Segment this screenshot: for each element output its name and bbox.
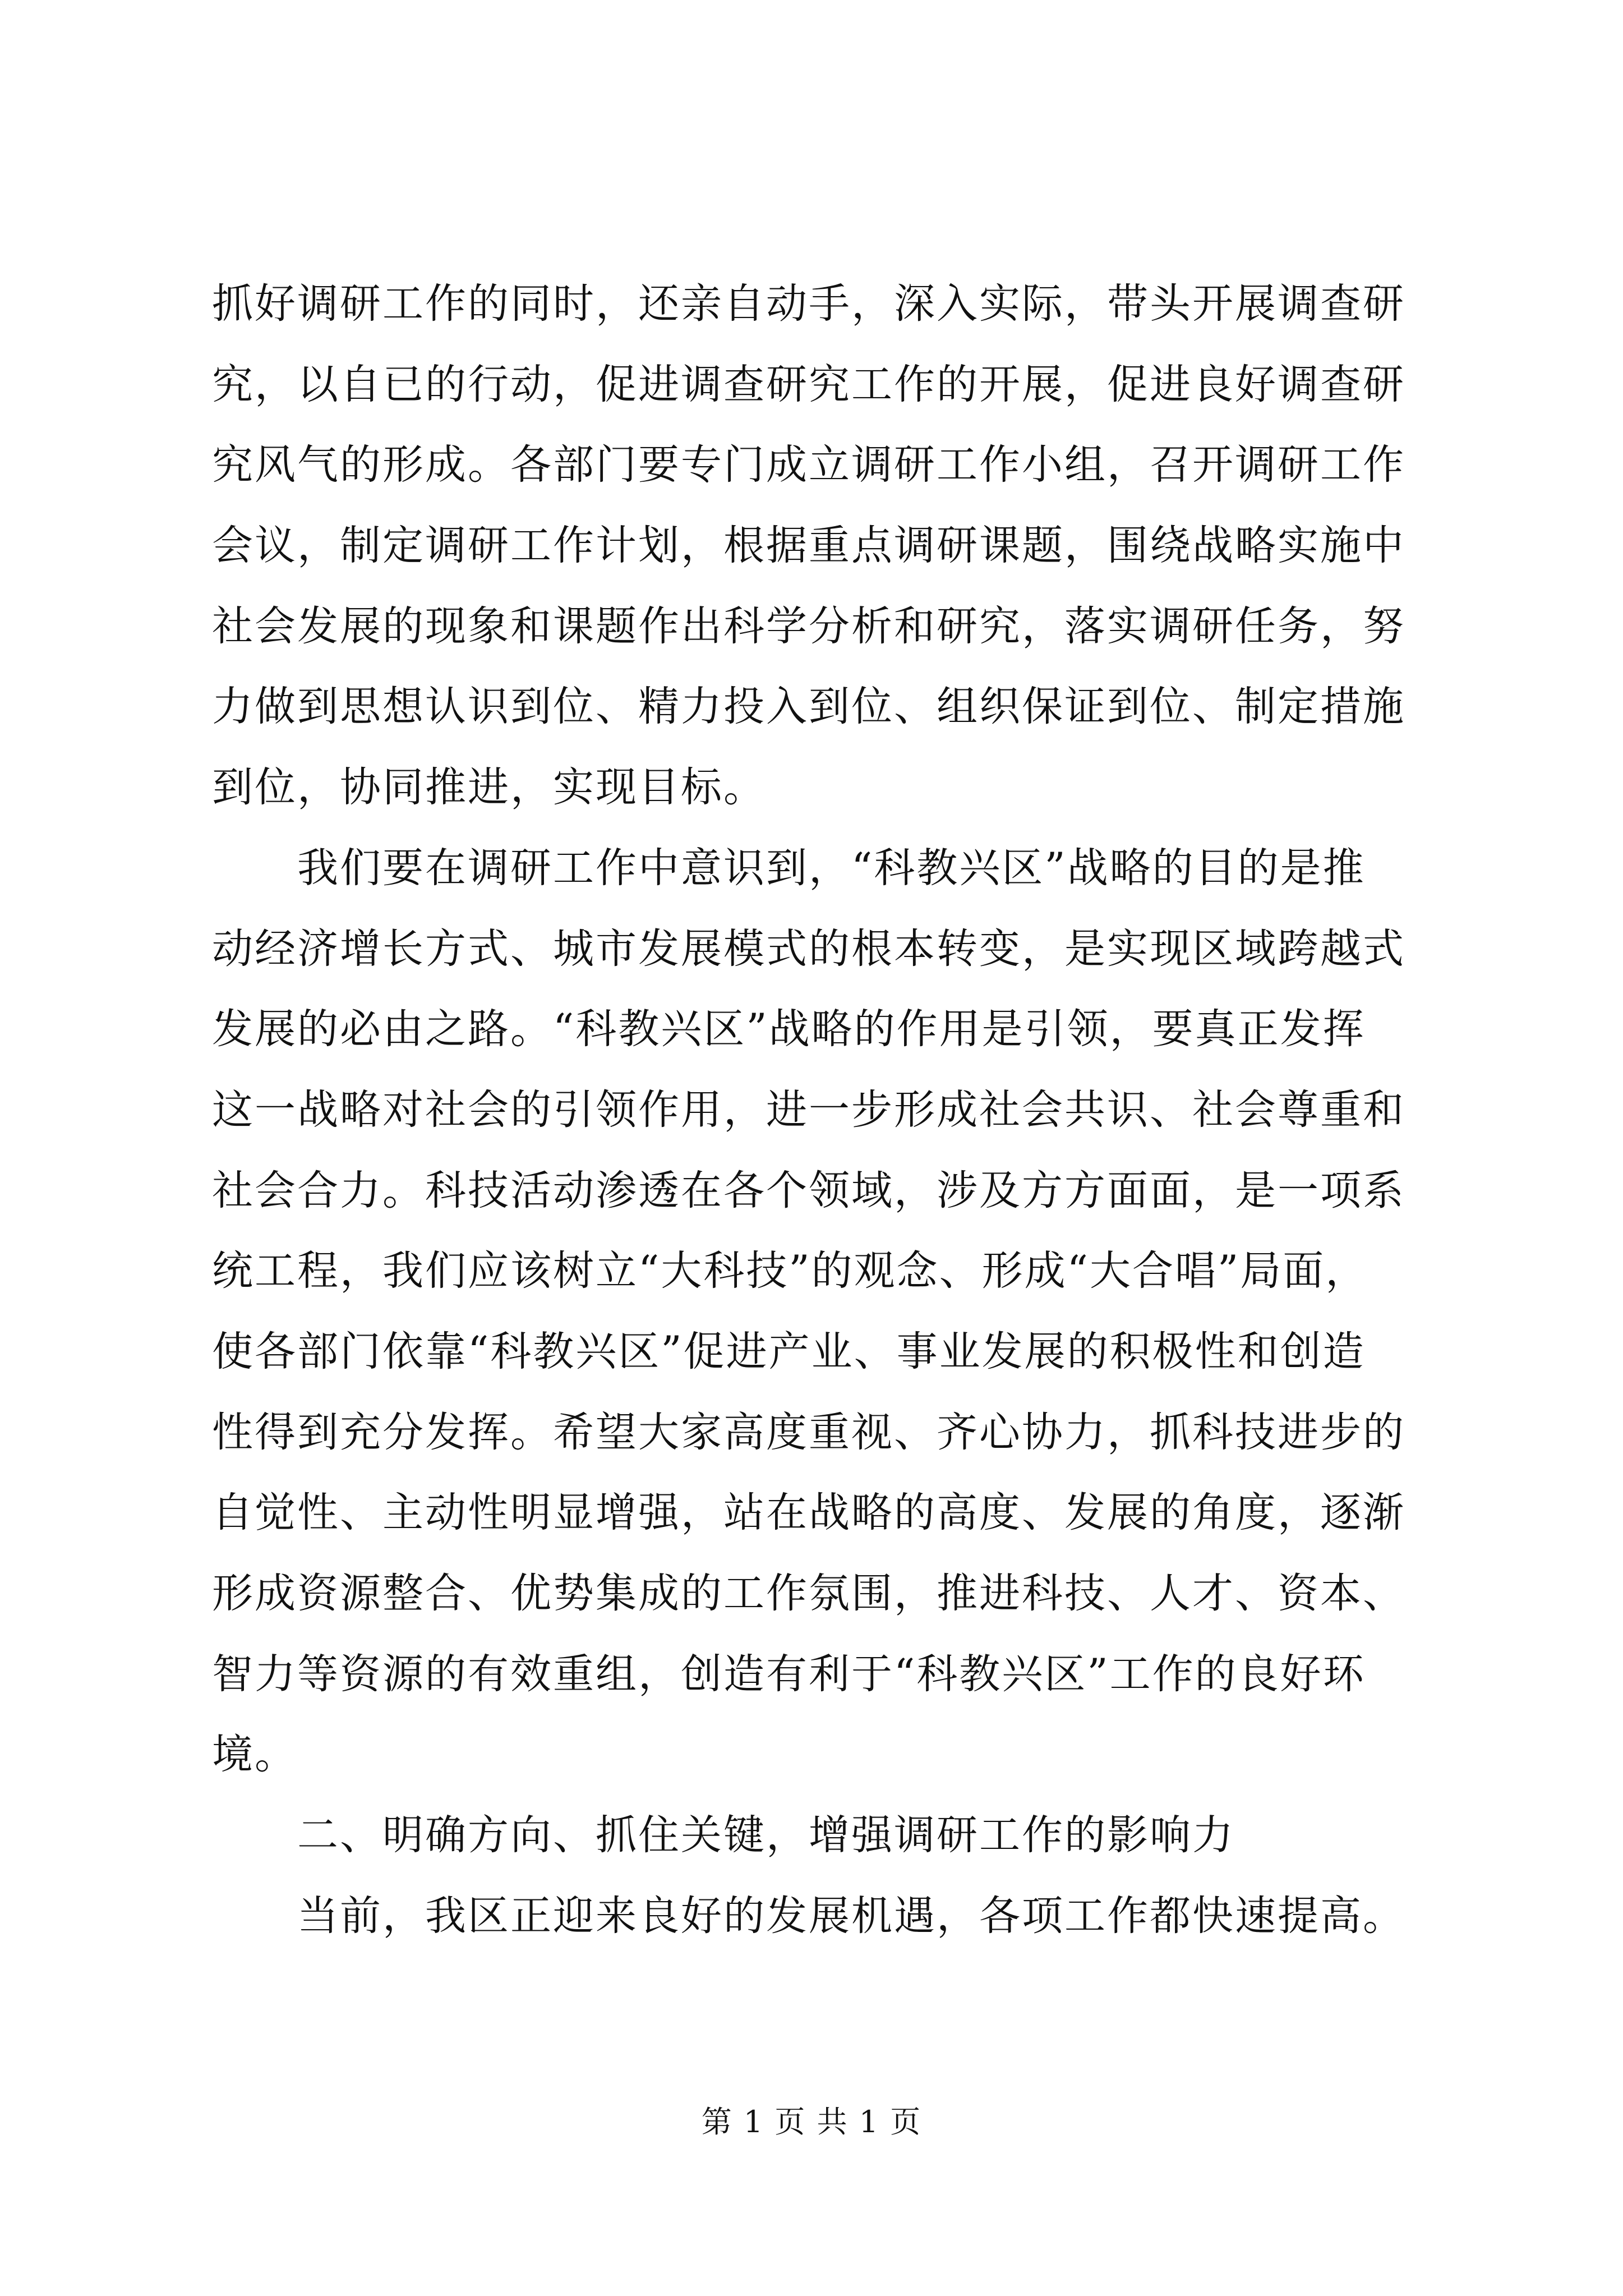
text-line: 到位，协同推进，实现目标。 — [212, 763, 766, 812]
text-line: 究，以自已的行动，促进调查研究工作的开展，促进良好调查研 — [212, 360, 1405, 408]
text-line: 社会发展的现象和课题作出科学分析和研究，落实调研任务，努 — [212, 602, 1405, 650]
text-line: 自觉性、主动性明显增强，站在战略的高度、发展的角度，逐渐 — [212, 1489, 1405, 1537]
text-line: 社会合力。科技活动渗透在各个领域，涉及方方面面，是一项系 — [212, 1166, 1405, 1214]
text-line: 这一战略对社会的引领作用，进一步形成社会共识、社会尊重和 — [212, 1085, 1405, 1134]
text-line: 统工程，我们应该树立“大科技”的观念、形成“大合唱”局面， — [212, 1247, 1368, 1295]
page-number-footer: 第 1 页 共 1 页 — [701, 2104, 922, 2139]
text-line: 会议，制定调研工作计划，根据重点调研课题，围绕战略实施中 — [212, 522, 1405, 570]
text-line: 使各部门依靠“科教兴区”促进产业、事业发展的积极性和创造 — [212, 1327, 1366, 1375]
text-line: 发展的必由之路。“科教兴区”战略的作用是引领，要真正发挥 — [212, 1005, 1366, 1053]
paragraph-start-line: 当前，我区正迎来良好的发展机遇，各项工作都快速提高。 — [212, 1892, 1405, 1940]
paragraph-start-line: 我们要在调研工作中意识到，“科教兴区”战略的目的是推 — [212, 844, 1366, 892]
text-line: 究风气的形成。各部门要专门成立调研工作小组，召开调研工作 — [212, 441, 1405, 489]
text-line: 境。 — [212, 1731, 297, 1779]
text-line: 性得到充分发挥。希望大家高度重视、齐心协力，抓科技进步的 — [212, 1408, 1405, 1456]
text-line: 动经济增长方式、城市发展模式的根本转变，是实现区域跨越式 — [212, 924, 1405, 973]
section-heading: 二、明确方向、抓住关键，增强调研工作的影响力 — [212, 1811, 1235, 1860]
text-line: 智力等资源的有效重组，创造有利于“科教兴区”工作的良好环 — [212, 1650, 1366, 1698]
text-line: 抓好调研工作的同时，还亲自动手，深入实际，带头开展调查研 — [212, 280, 1405, 328]
text-line: 力做到思想认识到位、精力投入到位、组织保证到位、制定措施 — [212, 683, 1405, 731]
text-line: 形成资源整合、优势集成的工作氛围，推进科技、人才、资本、 — [212, 1570, 1405, 1617]
body-text — [212, 264, 1423, 1956]
